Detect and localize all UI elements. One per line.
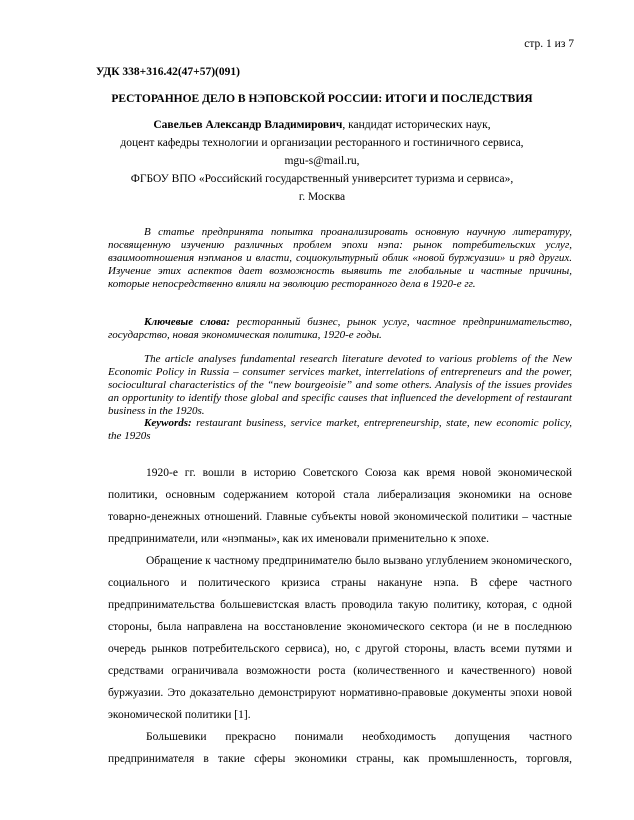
body-paragraph: 1920-е гг. вошли в историю Советского Союза как время новой экономической политики, основным содержанием которой стала либерализация экономики на основе товарно-денежных отношений. Главные субъекты новой экономической политики – частные предприниматели, или «нэпманы», как их именовали применительно к эпохе. xyxy=(108,467,572,545)
body-paragraph: Большевики прекрасно понимали необходимость допущения частного предпринимателя в такие сферы экономики страны, как промышленность, торговля, xyxy=(108,731,572,765)
author-position: доцент кафедры технологии и организации ресторанного и гостиничного сервиса, xyxy=(120,137,524,149)
keywords-en-text: restaurant business, service market, entrepreneurship, state, new economic policy, the 1920s xyxy=(108,417,573,442)
page-number: стр. 1 из 7 xyxy=(524,38,574,50)
abstract-ru xyxy=(108,226,572,291)
author-email[interactable]: mgu-s@mail.ru, xyxy=(284,155,360,167)
abstract-en-text: The article analyses fundamental research literature devoted to various problems of the New Economic Policy in Russia – consumer services market, interrelations of entrepreneurs and the power, sociocultural characteristics of the “new bourgeoisie” and some others. Analysis of the issues provides an opportunity to identify those global and specific causes that influenced the development of restaurant business in the 1920s. xyxy=(108,353,572,417)
keywords-ru-text: ресторанный бизнес, рынок услуг, частное предпринимательство, государство, новая экономическая политика, 1920-е годы. xyxy=(108,316,573,341)
keywords-en xyxy=(108,417,572,443)
keywords-en-label: Keywords: xyxy=(144,417,192,429)
author-block xyxy=(60,116,584,206)
abstract-en xyxy=(108,353,572,418)
article-title: РЕСТОРАННОЕ ДЕЛО В НЭПОВСКОЙ РОССИИ: ИТОГИ И ПОСЛЕДСТВИЯ xyxy=(111,93,533,105)
body-paragraph: Обращение к частному предпринимателю было вызвано углублением экономического, социального и политического кризиса страны накануне нэпа. В сфере частного предпринимательства большевистская власть проводила такую политику, которая, с одной стороны, была направлена на восстановление экономического сектора (и не в последнюю очередь рынков потребительского сервиса), но, с другой стороны, власть всеми путями и средствами ограничивала возможности роста (количественного и качественного) новой буржуазии. Это доказательно демонстрируют нормативно-правовые документы эпохи новой экономической политики [1]. xyxy=(108,555,572,721)
author-institution: ФГБОУ ВПО «Российский государственный университет туризма и сервиса», xyxy=(130,173,514,185)
udk-code: УДК 338+316.42(47+57)(091) xyxy=(96,66,240,78)
article-body xyxy=(108,462,572,770)
author-degree: , кандидат исторических наук, xyxy=(342,119,491,131)
author-line xyxy=(60,116,584,134)
author-city: г. Москва xyxy=(298,191,346,203)
author-name: Савельев Александр Владимирович xyxy=(153,119,343,131)
abstract-ru-text: В статье предпринята попытка проанализировать основную научную литературу, посвященную изучению различных проблем эпохи нэпа: рынок потребительских услуг, взаимоотношения нэпманов и власти, социокультурный облик «новой буржуазии» и ряд других. Изучение этих аспектов дает возможность выявить те глобальные и частные причины, которые непосредственно влияли на эволюцию ресторанного дела в 1920-е гг. xyxy=(108,226,572,290)
keywords-ru xyxy=(108,316,572,342)
keywords-ru-label: Ключевые слова: xyxy=(144,316,231,328)
